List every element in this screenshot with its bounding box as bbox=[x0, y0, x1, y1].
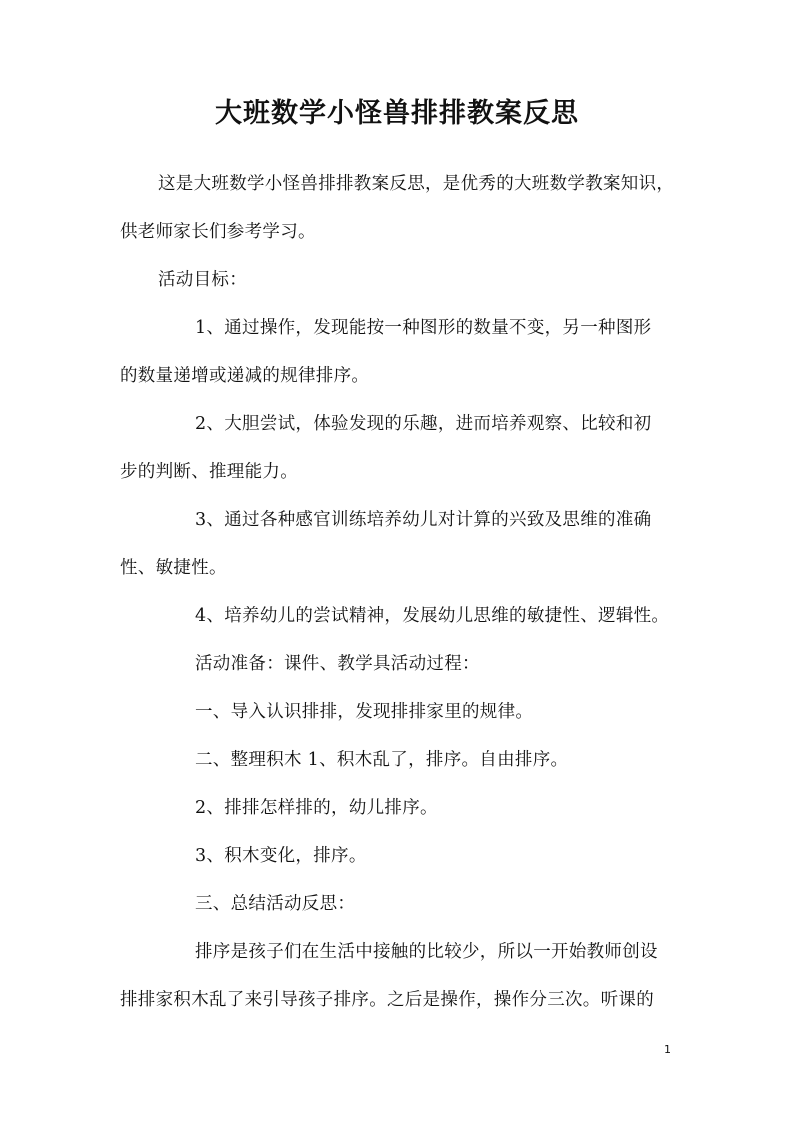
paragraph-line-intro-1: 这是大班数学小怪兽排排教案反思，是优秀的大班数学教案知识， bbox=[158, 174, 675, 194]
page-number: 1 bbox=[664, 1043, 671, 1056]
paragraph-line-intro-2: 供老师家长们参考学习。 bbox=[120, 222, 316, 242]
goal-2-line-1: 2、大胆尝试，体验发现的乐趣，进而培养观察、比较和初 bbox=[195, 414, 652, 434]
goal-1-line-1: 1、通过操作，发现能按一种图形的数量不变，另一种图形 bbox=[195, 318, 652, 338]
goal-3-line-2: 性、敏捷性。 bbox=[120, 558, 227, 578]
process-step-1: 一、导入认识排排，发现排排家里的规律。 bbox=[195, 702, 534, 722]
section-heading-goals: 活动目标： bbox=[158, 270, 247, 290]
process-step-2-sub-2: 2、排排怎样排的，幼儿排序。 bbox=[195, 798, 438, 818]
reflection-line-2: 排排家积木乱了来引导孩子排序。之后是操作，操作分三次。听课的 bbox=[120, 990, 654, 1010]
goal-4-line: 4、培养幼儿的尝试精神，发展幼儿思维的敏捷性、逻辑性。 bbox=[195, 606, 670, 626]
process-step-2: 二、整理积木 1、积木乱了，排序。自由排序。 bbox=[195, 750, 569, 770]
reflection-line-1: 排序是孩子们在生活中接触的比较少，所以一开始教师创设 bbox=[195, 942, 658, 962]
process-step-3: 三、总结活动反思： bbox=[195, 894, 356, 914]
goal-2-line-2: 步的判断、推理能力。 bbox=[120, 462, 298, 482]
document-title: 大班数学小怪兽排排教案反思 bbox=[215, 98, 579, 129]
process-step-2-sub-3: 3、积木变化，排序。 bbox=[195, 846, 367, 866]
goal-3-line-1: 3、通过各种感官训练培养幼儿对计算的兴致及思维的准确 bbox=[195, 510, 652, 530]
goal-1-line-2: 的数量递增或递减的规律排序。 bbox=[120, 366, 370, 386]
preparation-line: 活动准备：课件、教学具活动过程： bbox=[195, 654, 480, 674]
